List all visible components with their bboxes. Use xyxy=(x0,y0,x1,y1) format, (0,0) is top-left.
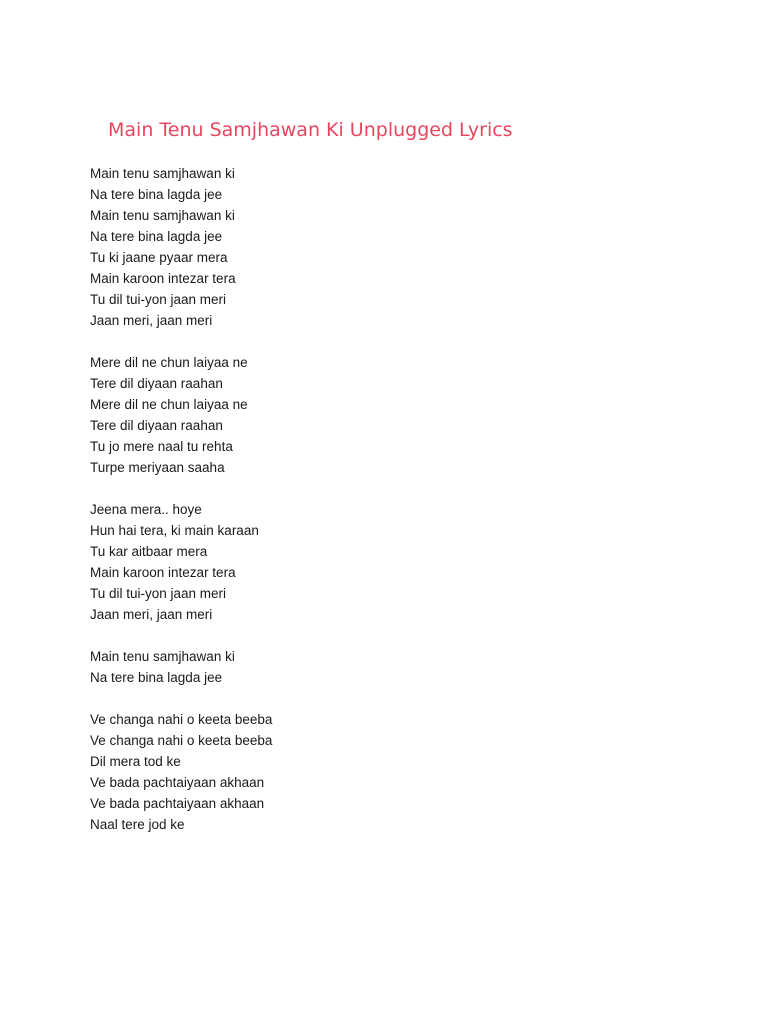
lyrics-line: Jaan meri, jaan meri xyxy=(90,607,213,622)
lyrics-line: Ve changa nahi o keeta beeba xyxy=(90,712,273,727)
lyrics-stanza xyxy=(90,646,690,688)
lyrics-line: Na tere bina lagda jee xyxy=(90,187,223,202)
lyrics-line: Na tere bina lagda jee xyxy=(90,670,223,685)
page-title: Main Tenu Samjhawan Ki Unplugged Lyrics xyxy=(108,119,513,141)
lyrics-line: Tu dil tui-yon jaan meri xyxy=(90,586,227,601)
lyrics-line: Mere dil ne chun laiyaa ne xyxy=(90,355,248,370)
lyrics-line: Tu dil tui-yon jaan meri xyxy=(90,292,227,307)
lyrics-line: Jaan meri, jaan meri xyxy=(90,313,213,328)
lyrics-line: Main tenu samjhawan ki xyxy=(90,649,235,664)
lyrics-stanza xyxy=(90,709,690,835)
lyrics-line: Na tere bina lagda jee xyxy=(90,229,223,244)
lyrics-line: Tu jo mere naal tu rehta xyxy=(90,439,233,454)
lyrics-line: Hun hai tera, ki main karaan xyxy=(90,523,259,538)
lyrics-line: Main karoon intezar tera xyxy=(90,565,236,580)
lyrics-line: Tu kar aitbaar mera xyxy=(90,544,208,559)
lyrics-line: Dil mera tod ke xyxy=(90,754,181,769)
lyrics-line: Naal tere jod ke xyxy=(90,817,185,832)
lyrics-line: Turpe meriyaan saaha xyxy=(90,460,225,475)
lyrics-line: Ve changa nahi o keeta beeba xyxy=(90,733,273,748)
lyrics-line: Tere dil diyaan raahan xyxy=(90,376,223,391)
lyrics-stanza xyxy=(90,163,690,331)
lyrics-line: Jeena mera.. hoye xyxy=(90,502,202,517)
lyrics-line: Tu ki jaane pyaar mera xyxy=(90,250,228,265)
lyrics-line: Ve bada pachtaiyaan akhaan xyxy=(90,775,265,790)
lyrics-body xyxy=(90,163,690,856)
lyrics-line: Main tenu samjhawan ki xyxy=(90,208,235,223)
lyrics-line: Ve bada pachtaiyaan akhaan xyxy=(90,796,265,811)
lyrics-stanza xyxy=(90,352,690,478)
lyrics-stanza xyxy=(90,499,690,625)
lyrics-line: Main karoon intezar tera xyxy=(90,271,236,286)
lyrics-line: Mere dil ne chun laiyaa ne xyxy=(90,397,248,412)
lyrics-line: Tere dil diyaan raahan xyxy=(90,418,223,433)
lyrics-line: Main tenu samjhawan ki xyxy=(90,166,235,181)
